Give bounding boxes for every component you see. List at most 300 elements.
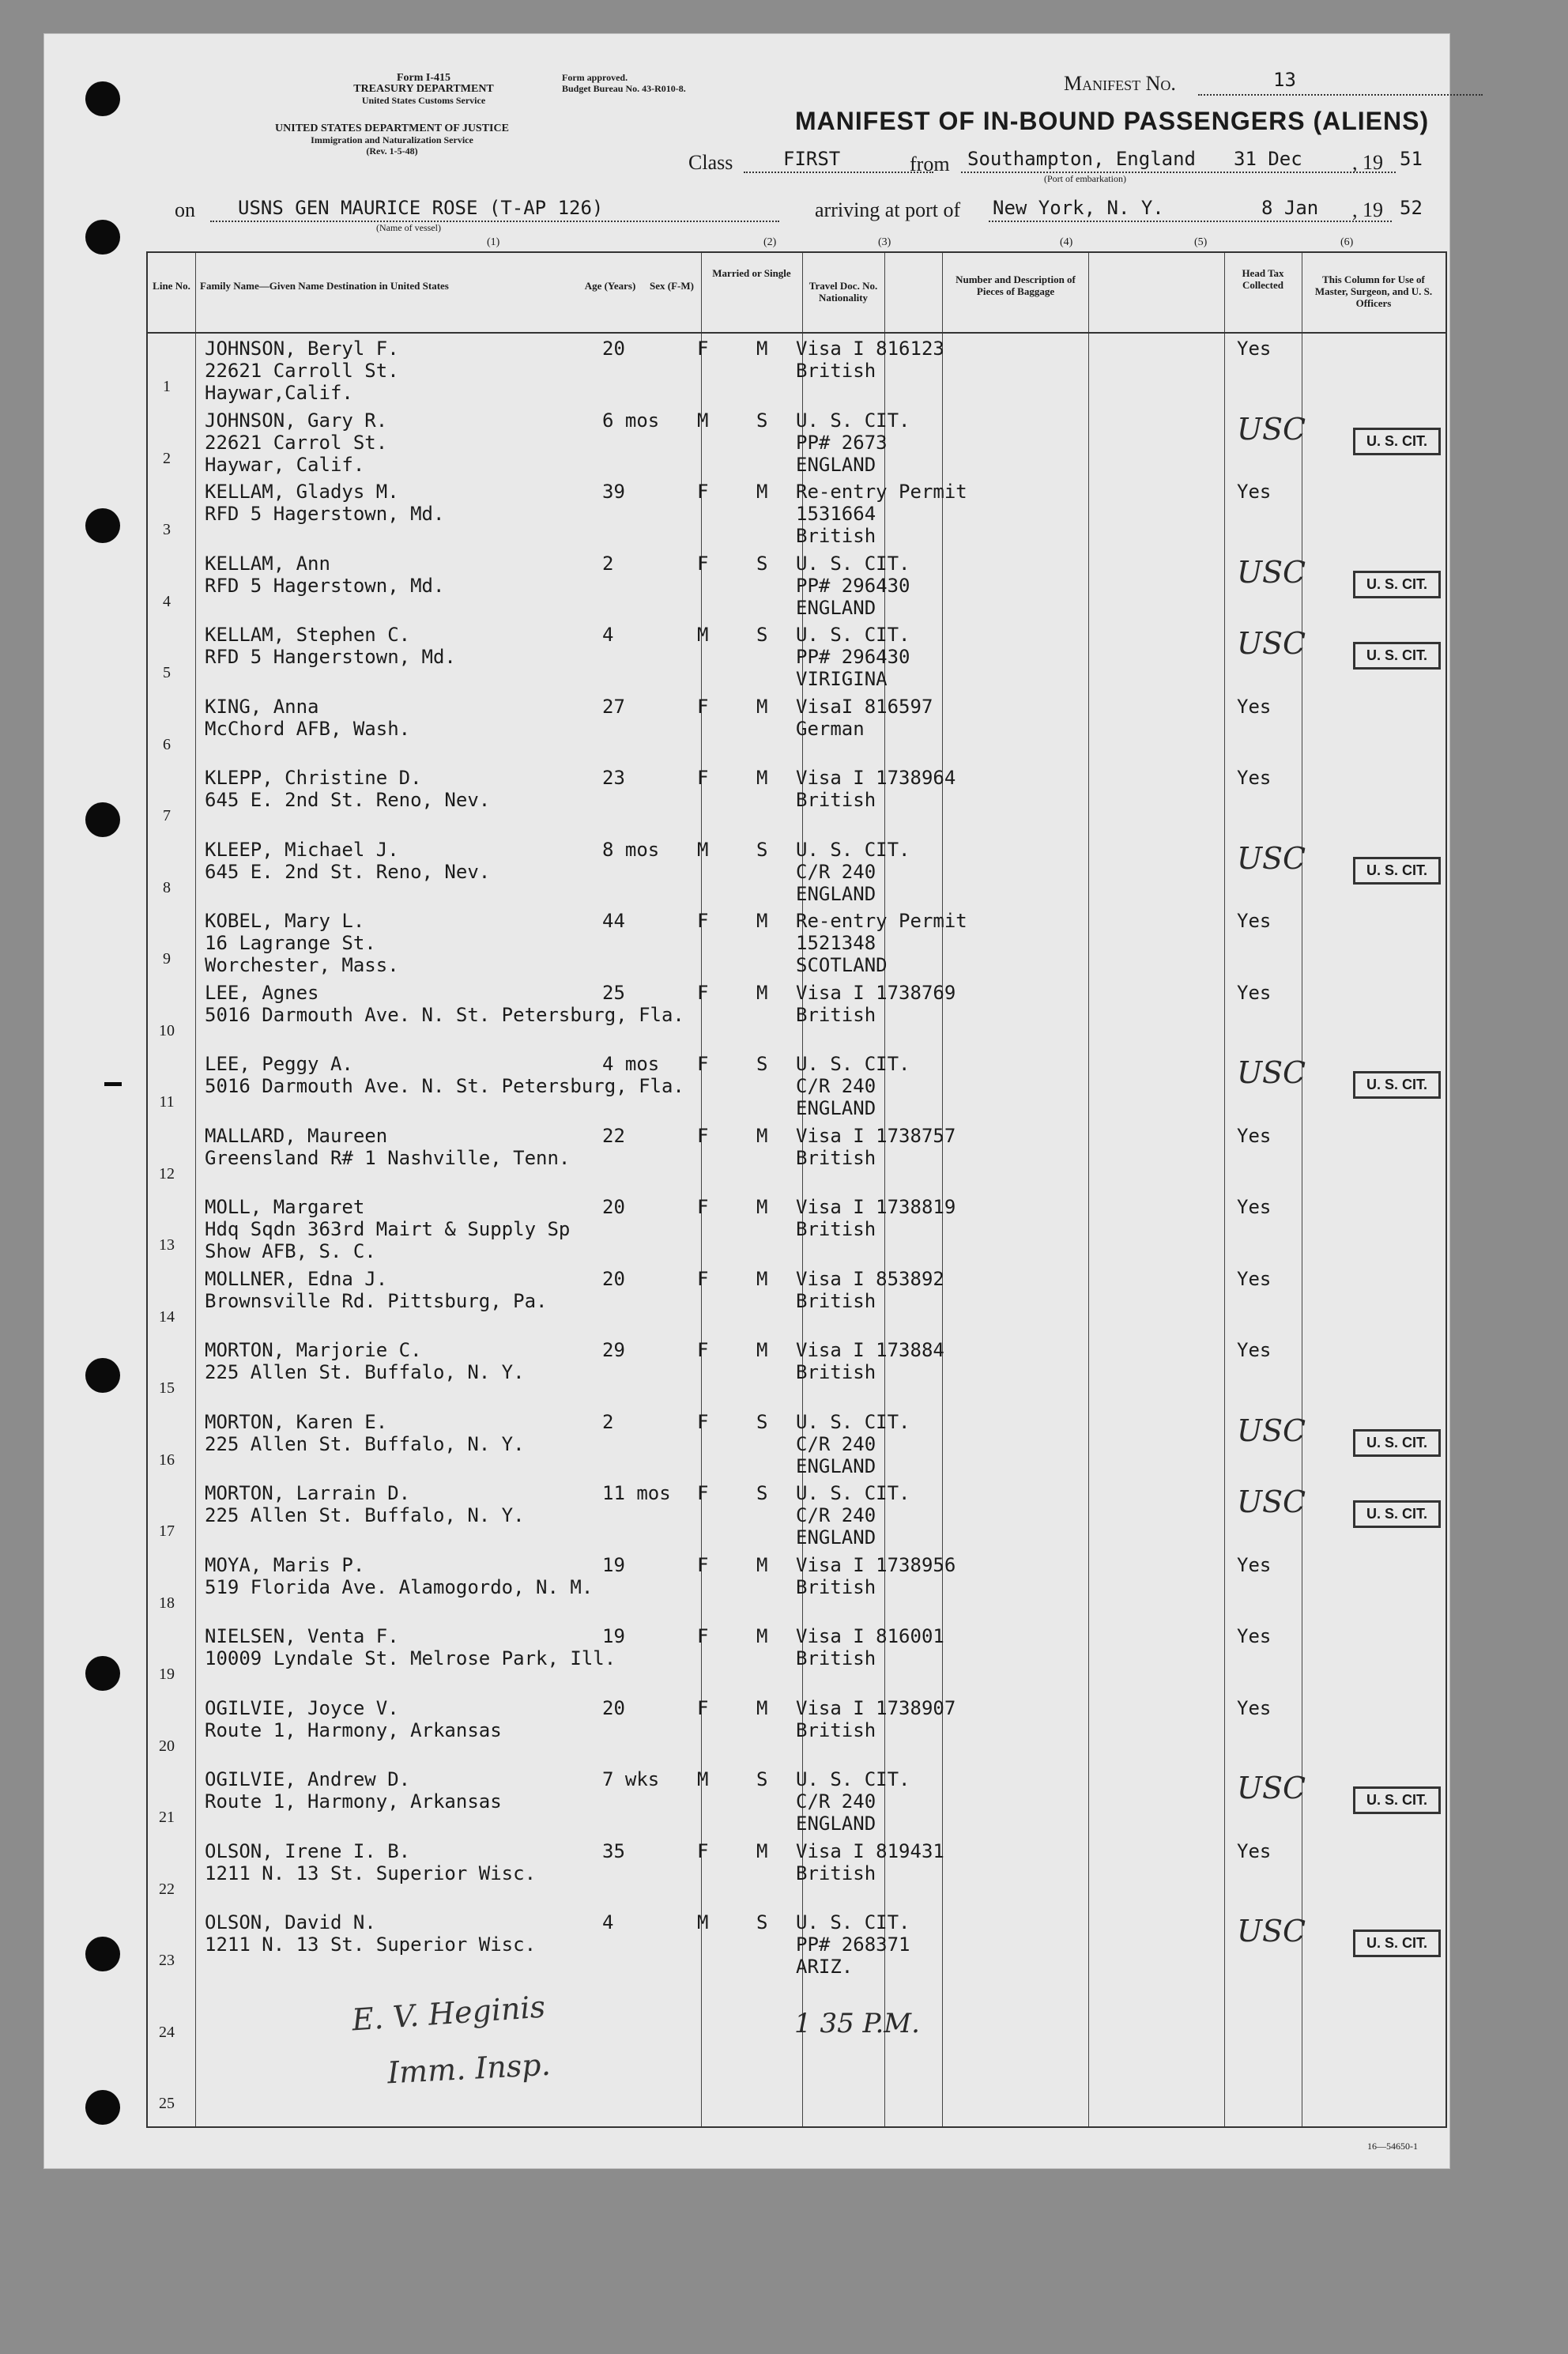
head-tax-usc: USC xyxy=(1237,626,1306,661)
destination-line: 645 E. 2nd St. Reno, Nev. xyxy=(205,860,491,883)
table-row xyxy=(148,835,1446,907)
head-tax: Yes xyxy=(1237,1625,1272,1647)
col-officers: This Column for Use of Master, Surgeon, and U. S. Officers xyxy=(1314,274,1433,309)
table-row xyxy=(148,692,1446,764)
head-tax: Yes xyxy=(1237,910,1272,932)
destination-line: RFD 5 Hagerstown, Md. xyxy=(205,503,445,525)
sex: F xyxy=(697,1267,709,1290)
table-row xyxy=(148,763,1446,835)
line-number: 19 xyxy=(159,1666,175,1683)
on-label: on xyxy=(175,198,195,221)
table-row xyxy=(148,1121,1446,1193)
class-label: Class xyxy=(688,151,733,174)
line-number: 13 xyxy=(159,1236,175,1254)
head-tax: Yes xyxy=(1237,1696,1272,1719)
travel-doc: U. S. CIT. xyxy=(796,1053,910,1075)
line-number: 25 xyxy=(159,2095,175,2112)
travel-doc-number: C/R 240 xyxy=(796,1432,876,1455)
travel-doc: Re-entry Permit xyxy=(796,481,967,503)
travel-doc-number: British xyxy=(796,789,876,811)
passenger-name: OLSON, Irene I. B. xyxy=(205,1839,411,1862)
destination-line: 10009 Lyndale St. Melrose Park, Ill. xyxy=(205,1647,616,1669)
passenger-name: KELLAM, Ann xyxy=(205,552,330,575)
marital-status: M xyxy=(756,1553,768,1576)
line-number: 8 xyxy=(163,878,171,896)
line-number: 6 xyxy=(163,735,171,753)
line-number: 1 xyxy=(163,378,171,395)
travel-doc-number: 1521348 xyxy=(796,932,876,954)
head-tax: Yes xyxy=(1237,1196,1272,1218)
travel-doc-number: British xyxy=(796,1718,876,1741)
travel-doc: Visa I 173884 xyxy=(796,1339,944,1361)
age: 20 xyxy=(602,338,625,360)
passenger-name: MOLLNER, Edna J. xyxy=(205,1267,388,1290)
age: 11 mos xyxy=(602,1482,671,1504)
sex: F xyxy=(697,1625,709,1647)
marital-status: S xyxy=(756,409,768,432)
head-tax-usc: USC xyxy=(1237,411,1306,447)
class-value: FIRST xyxy=(783,148,841,170)
age: 22 xyxy=(602,1124,625,1147)
travel-doc: U. S. CIT. xyxy=(796,838,910,861)
travel-doc: Visa I 1738819 xyxy=(796,1196,956,1218)
nationality: ENGLAND xyxy=(796,882,876,905)
passenger-name: OGILVIE, Joyce V. xyxy=(205,1696,399,1719)
table-row xyxy=(148,620,1446,692)
ins-service: Immigration and Naturalization Service xyxy=(311,134,473,145)
form-number: Form I-415 xyxy=(396,72,451,84)
destination-line: 225 Allen St. Buffalo, N. Y. xyxy=(205,1504,525,1526)
travel-doc-number: C/R 240 xyxy=(796,860,876,883)
marital-status: M xyxy=(756,1839,768,1862)
sex: F xyxy=(697,481,709,503)
destination-line: Show AFB, S. C. xyxy=(205,1240,376,1262)
arrival-date: 8 Jan xyxy=(1261,197,1319,219)
table-row xyxy=(148,549,1446,621)
destination-line: 16 Lagrange St. xyxy=(205,932,376,954)
head-tax-usc: USC xyxy=(1237,1413,1306,1448)
passenger-name: MALLARD, Maureen xyxy=(205,1124,388,1147)
travel-doc-number: German xyxy=(796,717,865,740)
passenger-name: NIELSEN, Venta F. xyxy=(205,1625,399,1647)
port-note: (Port of embarkation) xyxy=(1044,173,1126,184)
treasury-dept: TREASURY DEPARTMENT xyxy=(353,83,494,95)
passenger-name: KLEEP, Michael J. xyxy=(205,838,399,861)
customs-service: United States Customs Service xyxy=(361,95,486,106)
age: 19 xyxy=(602,1553,625,1576)
line-number: 10 xyxy=(159,1021,175,1039)
col-num-2: (2) xyxy=(763,236,777,248)
manifest-title: MANIFEST OF IN-BOUND PASSENGERS (ALIENS) xyxy=(795,107,1430,135)
passenger-name: LEE, Peggy A. xyxy=(205,1053,353,1075)
age: 7 wks xyxy=(602,1768,660,1790)
age: 35 xyxy=(602,1839,625,1862)
manifest-no: 13 xyxy=(1273,69,1296,91)
embark-year: 51 xyxy=(1400,148,1423,170)
arrival-port: New York, N. Y. xyxy=(993,197,1164,219)
us-citizen-stamp: U. S. CIT. xyxy=(1353,428,1441,455)
sex: F xyxy=(697,981,709,1004)
destination-line: Greensland R# 1 Nashville, Tenn. xyxy=(205,1146,571,1169)
travel-doc-number: C/R 240 xyxy=(796,1075,876,1097)
passenger-name: KELLAM, Gladys M. xyxy=(205,481,399,503)
table-row xyxy=(148,1407,1446,1479)
travel-doc-number: British xyxy=(796,1647,876,1669)
line-number: 5 xyxy=(163,664,171,681)
destination-line: 5016 Darmouth Ave. N. St. Petersburg, Fla. xyxy=(205,1075,684,1097)
inspection-time: 1 35 P.M. xyxy=(794,2008,920,2039)
us-citizen-stamp: U. S. CIT. xyxy=(1353,857,1441,885)
sex: F xyxy=(697,695,709,718)
sex: F xyxy=(697,1696,709,1719)
travel-doc-number: PP# 268371 xyxy=(796,1933,910,1956)
destination-line: 225 Allen St. Buffalo, N. Y. xyxy=(205,1361,525,1383)
age: 25 xyxy=(602,981,625,1004)
col-line: Line No. xyxy=(153,280,190,292)
age: 4 xyxy=(602,1911,614,1933)
travel-doc: U. S. CIT. xyxy=(796,1482,910,1504)
head-tax: Yes xyxy=(1237,1267,1272,1290)
travel-doc: Visa I 1738757 xyxy=(796,1124,956,1147)
table-row xyxy=(148,406,1446,477)
marital-status: M xyxy=(756,1267,768,1290)
table-row xyxy=(148,1192,1446,1264)
passenger-name: LEE, Agnes xyxy=(205,981,319,1004)
head-tax-usc: USC xyxy=(1237,1055,1306,1090)
head-tax-usc: USC xyxy=(1237,840,1306,876)
destination-line: 519 Florida Ave. Alamogordo, N. M. xyxy=(205,1575,594,1598)
col-num-1: (1) xyxy=(487,236,500,248)
age: 44 xyxy=(602,910,625,932)
travel-doc-number: British xyxy=(796,1003,876,1026)
destination-line: Brownsville Rd. Pittsburg, Pa. xyxy=(205,1289,548,1312)
marital-status: M xyxy=(756,1124,768,1147)
line-number: 24 xyxy=(159,2023,175,2041)
form-approved: Form approved. xyxy=(562,72,628,83)
nationality: SCOTLAND xyxy=(796,954,888,976)
travel-doc: U. S. CIT. xyxy=(796,624,910,646)
sex: F xyxy=(697,767,709,789)
arriving-label: arriving at port of xyxy=(815,198,961,221)
destination-line: Route 1, Harmony, Arkansas xyxy=(205,1718,502,1741)
destination-line: Hdq Sqdn 363rd Mairt & Supply Sp xyxy=(205,1218,571,1240)
budget-bureau: Budget Bureau No. 43-R010-8. xyxy=(562,83,686,94)
passenger-name: OGILVIE, Andrew D. xyxy=(205,1768,411,1790)
marital-status: M xyxy=(756,1196,768,1218)
line-number: 12 xyxy=(159,1164,175,1183)
col-num-4: (4) xyxy=(1060,236,1073,248)
sex: F xyxy=(697,1053,709,1075)
travel-doc-number: British xyxy=(796,1575,876,1598)
table-row xyxy=(148,477,1446,549)
destination-line: Route 1, Harmony, Arkansas xyxy=(205,1790,502,1813)
travel-doc-number: British xyxy=(796,1361,876,1383)
head-tax: Yes xyxy=(1237,481,1272,503)
col-num-5: (5) xyxy=(1194,236,1208,248)
line-number: 22 xyxy=(159,1880,175,1898)
table-row xyxy=(148,1907,1446,1979)
age: 27 xyxy=(602,695,625,718)
destination-line: McChord AFB, Wash. xyxy=(205,717,411,740)
sex: F xyxy=(697,1553,709,1576)
destination-line: 1211 N. 13 St. Superior Wisc. xyxy=(205,1933,537,1956)
table-row xyxy=(148,1478,1446,1550)
age: 23 xyxy=(602,767,625,789)
sex: F xyxy=(697,1339,709,1361)
arrival-year: 52 xyxy=(1400,197,1423,219)
punch-hole xyxy=(85,1358,120,1393)
head-tax-usc: USC xyxy=(1237,554,1306,590)
travel-doc: Visa I 816001 xyxy=(796,1625,944,1647)
head-tax-usc: USC xyxy=(1237,1484,1306,1519)
age: 2 xyxy=(602,1410,614,1433)
justice-dept: UNITED STATES DEPARTMENT OF JUSTICE xyxy=(275,123,509,134)
line-number: 7 xyxy=(163,807,171,824)
age: 20 xyxy=(602,1196,625,1218)
nationality: ENGLAND xyxy=(796,1097,876,1119)
punch-hole xyxy=(85,802,120,837)
punch-hole xyxy=(85,2090,120,2125)
marital-status: S xyxy=(756,1911,768,1933)
table-row xyxy=(148,906,1446,978)
age: 39 xyxy=(602,481,625,503)
sex: M xyxy=(697,409,709,432)
col-head-tax: Head Tax Collected xyxy=(1242,267,1284,291)
marital-status: M xyxy=(756,767,768,789)
marital-status: S xyxy=(756,838,768,861)
passenger-name: MOLL, Margaret xyxy=(205,1196,365,1218)
punch-mark xyxy=(104,1082,122,1086)
punch-hole xyxy=(85,220,120,255)
table-row xyxy=(148,1264,1446,1336)
travel-doc-number: British xyxy=(796,1146,876,1169)
travel-doc: Visa I 853892 xyxy=(796,1267,944,1290)
age: 6 mos xyxy=(602,409,660,432)
passenger-name: OLSON, David N. xyxy=(205,1911,376,1933)
passenger-name: KOBEL, Mary L. xyxy=(205,910,365,932)
sex: F xyxy=(697,1196,709,1218)
head-tax: Yes xyxy=(1237,1553,1272,1576)
travel-doc-number: PP# 2673 xyxy=(796,431,888,454)
travel-doc: Visa I 1738964 xyxy=(796,767,956,789)
punch-hole xyxy=(85,81,120,116)
travel-doc: U. S. CIT. xyxy=(796,552,910,575)
destination-line: 1211 N. 13 St. Superior Wisc. xyxy=(205,1862,537,1884)
passenger-name: MORTON, Marjorie C. xyxy=(205,1339,422,1361)
col-baggage: Number and Description of Pieces of Baggage xyxy=(956,274,1076,297)
travel-doc: U. S. CIT. xyxy=(796,1911,910,1933)
us-citizen-stamp: U. S. CIT. xyxy=(1353,571,1441,598)
head-tax: Yes xyxy=(1237,338,1272,360)
nationality: ENGLAND xyxy=(796,1526,876,1549)
footer-code: 16—54650-1 xyxy=(1367,2141,1418,2152)
age: 20 xyxy=(602,1267,625,1290)
head-tax: Yes xyxy=(1237,1124,1272,1147)
nationality: VIRIGINA xyxy=(796,668,888,690)
marital-status: M xyxy=(756,1339,768,1361)
passenger-name: KING, Anna xyxy=(205,695,319,718)
table-row xyxy=(148,2050,1446,2122)
destination-line: 645 E. 2nd St. Reno, Nev. xyxy=(205,789,491,811)
us-citizen-stamp: U. S. CIT. xyxy=(1353,1429,1441,1457)
table-row xyxy=(148,1764,1446,1836)
head-tax: Yes xyxy=(1237,767,1272,789)
passenger-name: JOHNSON, Gary R. xyxy=(205,409,388,432)
sex: F xyxy=(697,1410,709,1433)
passenger-name: KLEPP, Christine D. xyxy=(205,767,422,789)
travel-doc-number: PP# 296430 xyxy=(796,574,910,597)
destination-line: RFD 5 Hagerstown, Md. xyxy=(205,574,445,597)
head-tax: Yes xyxy=(1237,981,1272,1004)
inspector-signature: E. V. Heginis xyxy=(350,1989,547,2038)
sex: M xyxy=(697,838,709,861)
line-number: 2 xyxy=(163,449,171,467)
marital-status: M xyxy=(756,981,768,1004)
line-number: 17 xyxy=(159,1522,175,1540)
travel-doc: Visa I 1738769 xyxy=(796,981,956,1004)
line-number: 15 xyxy=(159,1379,175,1397)
travel-doc: U. S. CIT. xyxy=(796,1768,910,1790)
punch-hole xyxy=(85,1656,120,1691)
age: 2 xyxy=(602,552,614,575)
marital-status: M xyxy=(756,481,768,503)
punch-hole xyxy=(85,508,120,543)
marital-status: M xyxy=(756,695,768,718)
us-citizen-stamp: U. S. CIT. xyxy=(1353,1786,1441,1814)
age: 29 xyxy=(602,1339,625,1361)
col-married: Married or Single xyxy=(712,267,791,279)
travel-doc: Re-entry Permit xyxy=(796,910,967,932)
travel-doc: Visa I 1738956 xyxy=(796,1553,956,1576)
inspector-title: Imm. Insp. xyxy=(386,2047,552,2091)
table-row xyxy=(148,334,1446,406)
us-citizen-stamp: U. S. CIT. xyxy=(1353,1071,1441,1099)
us-citizen-stamp: U. S. CIT. xyxy=(1353,1500,1441,1528)
destination-line: 5016 Darmouth Ave. N. St. Petersburg, Fla. xyxy=(205,1003,684,1026)
head-tax: Yes xyxy=(1237,695,1272,718)
line-number: 23 xyxy=(159,1952,175,1969)
col-name: Family Name—Given Name Destination in United States xyxy=(200,280,449,292)
travel-doc-number: British xyxy=(796,360,876,382)
destination-line: RFD 5 Hangerstown, Md. xyxy=(205,646,456,668)
passenger-name: JOHNSON, Beryl F. xyxy=(205,338,399,360)
destination-line: Haywar, Calif. xyxy=(205,453,365,476)
age: 8 mos xyxy=(602,838,660,861)
marital-status: S xyxy=(756,1768,768,1790)
age: 4 mos xyxy=(602,1053,660,1075)
table-row xyxy=(148,1335,1446,1407)
nationality: ENGLAND xyxy=(796,596,876,619)
table-row xyxy=(148,1693,1446,1765)
line-number: 4 xyxy=(163,592,171,610)
line-number: 21 xyxy=(159,1809,175,1826)
port-of-embarkation: Southampton, England xyxy=(967,148,1196,170)
sex: M xyxy=(697,1911,709,1933)
destination-line: Worchester, Mass. xyxy=(205,954,399,976)
destination-line: 22621 Carrol St. xyxy=(205,431,388,454)
sex: M xyxy=(697,1768,709,1790)
passenger-table xyxy=(146,251,1447,2128)
us-citizen-stamp: U. S. CIT. xyxy=(1353,1930,1441,1957)
passenger-name: MOYA, Maris P. xyxy=(205,1553,365,1576)
travel-doc-number: British xyxy=(796,1862,876,1884)
table-row xyxy=(148,1049,1446,1121)
age: 19 xyxy=(602,1625,625,1647)
travel-doc: Visa I 1738907 xyxy=(796,1696,956,1719)
travel-doc: Visa I 816123 xyxy=(796,338,944,360)
col-sex: Sex (F-M) xyxy=(650,280,694,292)
travel-doc: U. S. CIT. xyxy=(796,1410,910,1433)
passenger-name: MORTON, Karen E. xyxy=(205,1410,388,1433)
marital-status: S xyxy=(756,624,768,646)
passenger-name: MORTON, Larrain D. xyxy=(205,1482,411,1504)
col-num-6: (6) xyxy=(1340,236,1354,248)
revision: (Rev. 1-5-48) xyxy=(366,145,418,157)
line-number: 16 xyxy=(159,1451,175,1469)
travel-doc-number: C/R 240 xyxy=(796,1504,876,1526)
marital-status: M xyxy=(756,910,768,932)
marital-status: S xyxy=(756,1053,768,1075)
head-tax: Yes xyxy=(1237,1339,1272,1361)
marital-status: S xyxy=(756,1482,768,1504)
sex: F xyxy=(697,338,709,360)
nationality: ENGLAND xyxy=(796,1813,876,1835)
travel-doc-number: British xyxy=(796,1289,876,1312)
table-row xyxy=(148,1550,1446,1622)
sex: F xyxy=(697,1482,709,1504)
line-number: 18 xyxy=(159,1594,175,1612)
travel-doc-number: C/R 240 xyxy=(796,1790,876,1813)
vessel-name: USNS GEN MAURICE ROSE (T-AP 126) xyxy=(238,197,604,219)
embarkation-date: 31 Dec xyxy=(1234,148,1302,170)
nationality: ENGLAND xyxy=(796,453,876,476)
table-row xyxy=(148,978,1446,1050)
travel-doc: Visa I 819431 xyxy=(796,1839,944,1862)
line-number: 11 xyxy=(159,1093,175,1111)
travel-doc: U. S. CIT. xyxy=(796,409,910,432)
sex: F xyxy=(697,552,709,575)
punch-hole xyxy=(85,1937,120,1971)
travel-doc-number: British xyxy=(796,1218,876,1240)
nationality: ENGLAND xyxy=(796,1454,876,1477)
destination-line: Haywar,Calif. xyxy=(205,382,353,404)
travel-doc-number: 1531664 xyxy=(796,503,876,525)
travel-doc: VisaI 816597 xyxy=(796,695,933,718)
table-row xyxy=(148,1836,1446,1908)
head-tax: Yes xyxy=(1237,1839,1272,1862)
col-travel: Travel Doc. No. Nationality xyxy=(808,280,878,304)
us-citizen-stamp: U. S. CIT. xyxy=(1353,642,1441,670)
sex: F xyxy=(697,1124,709,1147)
marital-status: M xyxy=(756,1625,768,1647)
embark-year-prefix: , 19 xyxy=(1352,151,1383,174)
vessel-note: (Name of vessel) xyxy=(376,222,441,233)
table-row xyxy=(148,1621,1446,1693)
arrival-year-prefix: , 19 xyxy=(1352,198,1383,221)
sex: F xyxy=(697,910,709,932)
line-number: 3 xyxy=(163,521,171,538)
from-label: from xyxy=(910,153,950,175)
col-num-3: (3) xyxy=(878,236,891,248)
destination-line: 22621 Carroll St. xyxy=(205,360,399,382)
age: 4 xyxy=(602,624,614,646)
age: 20 xyxy=(602,1696,625,1719)
marital-status: M xyxy=(756,1696,768,1719)
nationality: ARIZ. xyxy=(796,1956,854,1978)
manifest-no-label: Manifest No. xyxy=(1064,72,1176,95)
nationality: British xyxy=(796,525,876,547)
sex: F xyxy=(697,1839,709,1862)
